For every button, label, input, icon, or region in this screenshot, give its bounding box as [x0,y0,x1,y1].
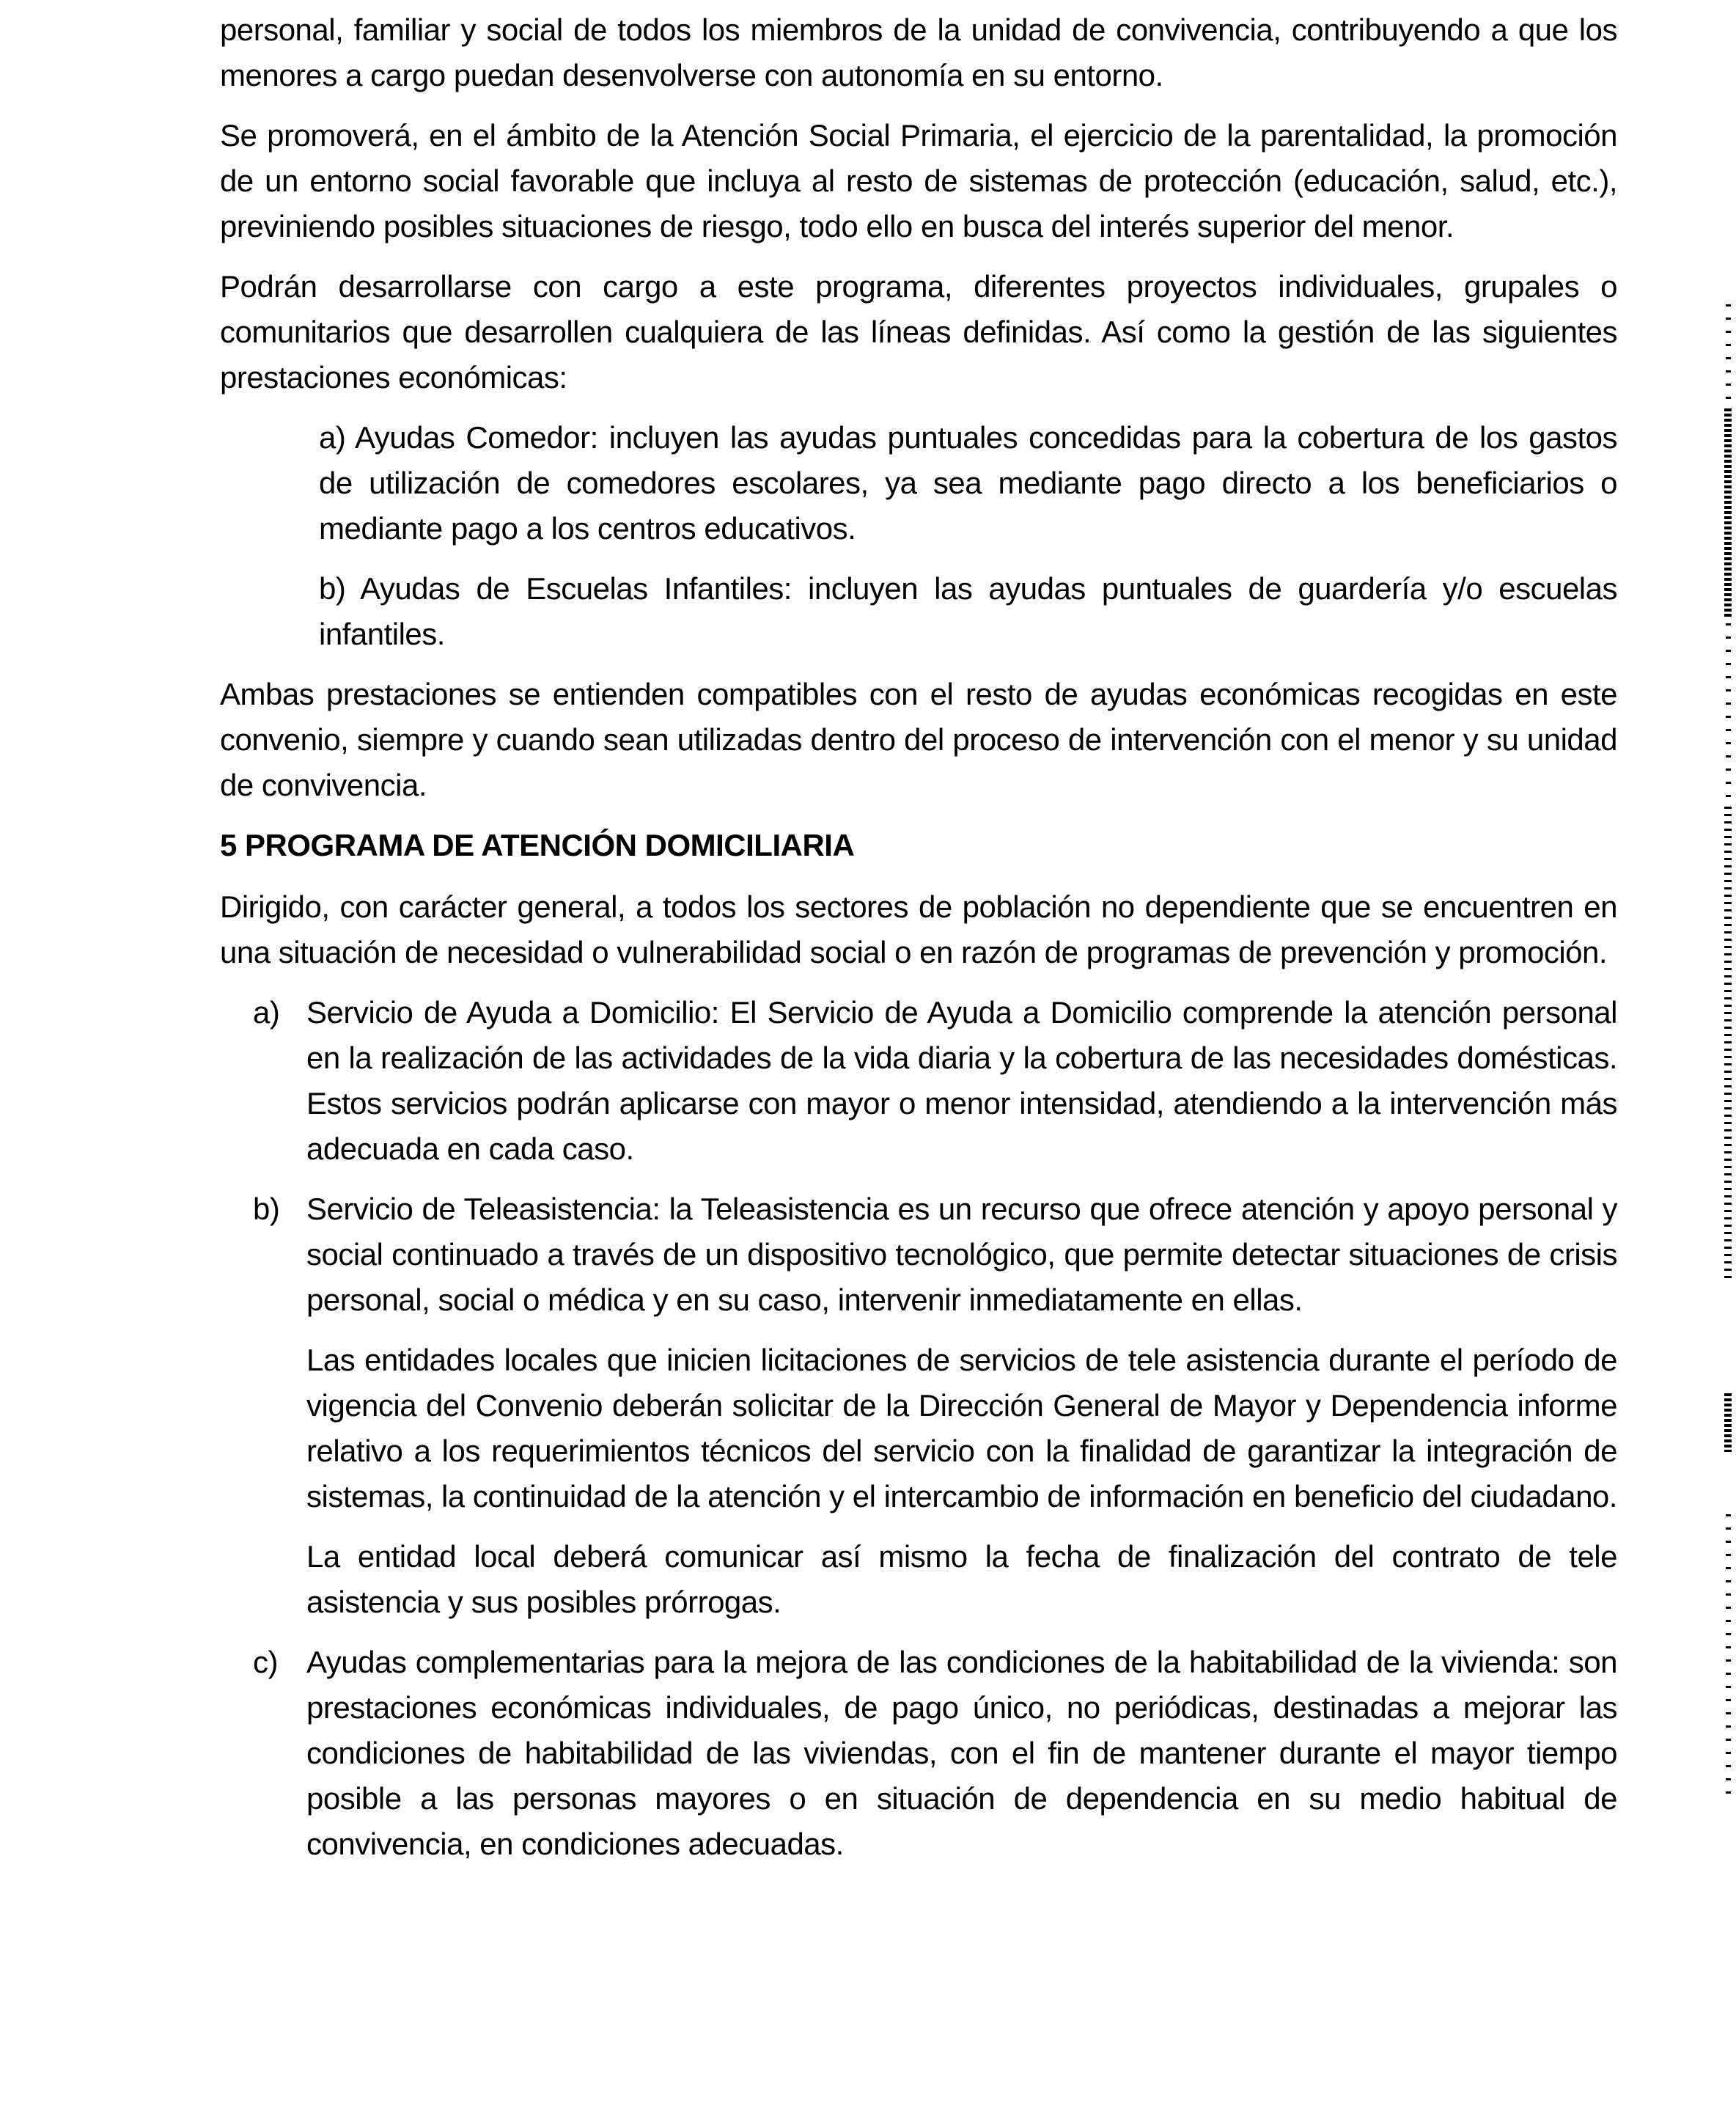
margin-stamp-segment [1724,408,1732,617]
list-marker-b: b) [253,1192,280,1226]
margin-stamp-segment [1726,623,1731,807]
margin-stamp-strip [1724,0,1732,2106]
paragraph-podran-desarrollarse: Podrán desarrollarse con cargo a este programa, diferentes proyectos individuales, grupales o comunitarios que desarrollen cualquiera de las líneas definidas. Así como la gestión de las siguientes prestaciones económicas: [220,269,1617,395]
paragraph-dirigido: Dirigido, con carácter general, a todos los sectores de población no dependiente que se encuentren en una situación de necesidad o vulnerabilidad social o en razón de programas de prevención y promoción. [220,889,1617,969]
section-heading-programa-atencion-domiciliaria: 5 PROGRAMA DE ATENCIÓN DOMICILIARIA [220,828,855,862]
sub-item-ayudas-escuelas-infantiles: b) Ayudas de Escuelas Infantiles: incluyen las ayudas puntuales de guardería y/o escuelas infantiles. [319,571,1617,651]
paragraph-la-entidad-local: La entidad local deberá comunicar así mismo la fecha de finalización del contrato de tele asistencia y sus posibles prórrogas. [306,1539,1617,1619]
list-marker-a: a) [253,995,280,1030]
document-body [220,0,1617,1882]
list-item-text: Servicio de Teleasistencia: la Teleasistencia es un recurso que ofrece atención y apoyo personal y social continuado a través de un dispositivo tecnológico, que permite detectar situaciones de crisis personal, social o médica y en su caso, intervenir inmediatamente en ellas. [306,1192,1617,1317]
margin-stamp-segment [1724,1393,1732,1452]
sub-item-ayudas-comedor: a) Ayudas Comedor: incluyen las ayudas puntuales concedidas para la cobertura de los gastos de utilización de comedores escolares, ya sea mediante pago directo a los beneficiarios o mediante pago a los centros educativos. [319,420,1617,546]
list-item-servicio-ayuda-domicilio [253,990,1617,1172]
paragraph-continuation: personal, familiar y social de todos los miembros de la unidad de convivencia, contribuyendo a que los menores a cargo puedan desenvolverse con autonomía en su entorno. [220,12,1617,92]
margin-stamp-segment [1726,1514,1731,1804]
margin-stamp-segment [1724,807,1732,1283]
list-item-ayudas-complementarias [253,1640,1617,1867]
paragraph-ambas-prestaciones: Ambas prestaciones se entienden compatibles con el resto de ayudas económicas recogidas en este convenio, siempre y cuando sean utilizadas dentro del proceso de intervención con el menor y su unidad de convivencia. [220,677,1617,802]
list-item-servicio-teleasistencia [253,1186,1617,1323]
margin-stamp-segment [1726,304,1731,407]
list-item-text: Servicio de Ayuda a Domicilio: El Servicio de Ayuda a Domicilio comprende la atención personal en la realización de las actividades de la vida diaria y la cobertura de las necesidades domésticas. Estos servicios podrán aplicarse con mayor o menor intensidad, atendiendo a la intervención más adecuada en cada caso. [306,995,1617,1166]
paragraph-las-entidades-locales: Las entidades locales que inicien licitaciones de servicios de tele asistencia durante el período de vigencia del Convenio deberán solicitar de la Dirección General de Mayor y Dependencia informe relativo a los requerimientos técnicos del servicio con la finalidad de garantizar la integración de sistemas, la continuidad de la atención y el intercambio de información en beneficio del ciudadano. [306,1343,1617,1514]
paragraph-se-promovera: Se promoverá, en el ámbito de la Atención Social Primaria, el ejercicio de la parentalidad, la promoción de un entorno social favorable que incluya al resto de sistemas de protección (educación, salud, etc.), previniendo posibles situaciones de riesgo, todo ello en busca del interés superior del menor. [220,118,1617,243]
list-item-text: Ayudas complementarias para la mejora de las condiciones de la habitabilidad de la vivienda: son prestaciones económicas individuales, de pago único, no periódicas, destinadas a mejorar las condiciones de habitabilidad de las viviendas, con el fin de mantener durante el mayor tiempo posible a las personas mayores o en situación de dependencia en su medio habitual de convivencia, en condiciones adecuadas. [306,1645,1617,1861]
list-marker-c: c) [253,1645,278,1679]
